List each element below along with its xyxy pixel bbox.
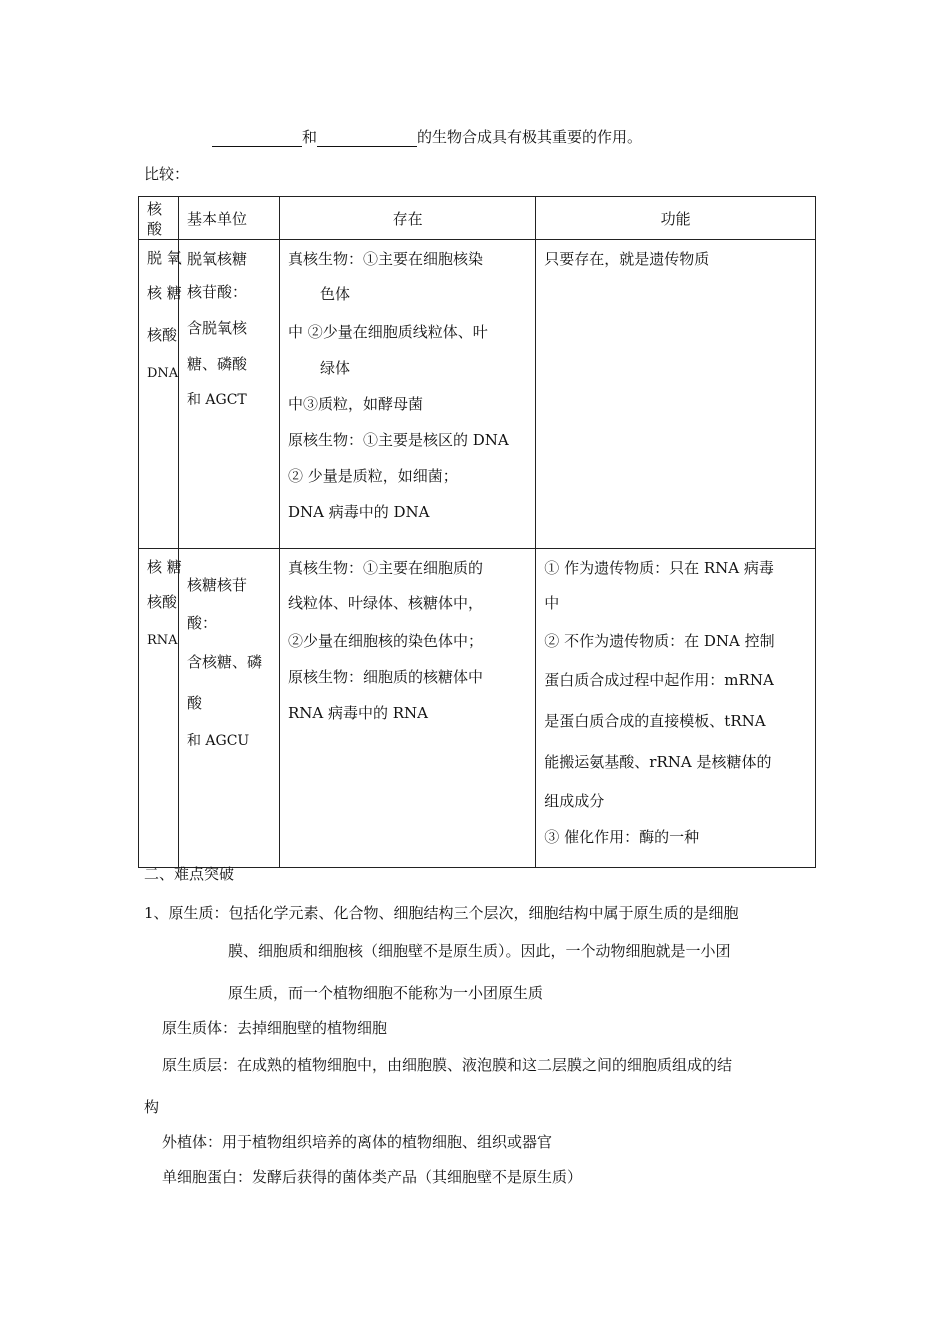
compare-label: 比较：: [144, 165, 190, 183]
rna-location-line: 真核生物：①主要在细胞质的: [287, 559, 483, 577]
blank-1[interactable]: [212, 130, 302, 147]
intro-conj: 和: [302, 128, 318, 146]
dna-location-line: 真核生物：①主要在细胞核染: [287, 250, 483, 268]
dna-unit-line: 和 AGCT: [186, 392, 247, 408]
rna-unit-line: 酸: [186, 694, 202, 712]
dna-function-line: 只要存在，就是遗传物质: [544, 250, 710, 268]
rna-unit-line: 和 AGCU: [186, 733, 250, 749]
rna-location-cell: [279, 549, 535, 868]
intro-tail: 的生物合成具有极其重要的作用。: [417, 128, 643, 146]
dna-location-line: 原核生物：①主要是核区的 DNA: [287, 431, 509, 449]
dna-location-cell: [279, 240, 535, 549]
rna-name-line: 核酸: [147, 593, 178, 611]
dna-name-line: 核 糖: [147, 284, 182, 302]
dna-unit-line: 脱氧核糖: [186, 250, 247, 268]
paragraph-single-cell-protein: 单细胞蛋白：发酵后获得的菌体类产品（其细胞壁不是原生质）: [162, 1168, 583, 1186]
header-function: 功能: [536, 197, 816, 240]
rna-function-cell: [536, 549, 816, 868]
rna-name-line: RNA: [147, 633, 178, 648]
dna-location-line: ② 少量是质粒，如细菌；: [287, 467, 458, 485]
dna-unit-line: 糖、磷酸: [186, 355, 247, 373]
rna-function-line: 组成成分: [544, 792, 605, 810]
table-row-dna: [139, 240, 816, 549]
dna-name-line: DNA: [147, 366, 179, 381]
rna-function-line: ② 不作为遗传物质：在 DNA 控制: [544, 632, 775, 650]
rna-unit-line: 含核糖、磷: [186, 653, 262, 671]
dna-location-line: 中③质粒，如酵母菌: [287, 395, 423, 413]
rna-function-line: ③ 催化作用：酶的一种: [544, 828, 700, 846]
intro-line: [212, 126, 642, 147]
paragraph-protoplasmic-layer-line: 构: [144, 1098, 160, 1116]
rna-function-line: 是蛋白质合成的直接模板、tRNA: [544, 712, 766, 730]
header-location: 存在: [279, 197, 535, 240]
rna-name-line: 核 糖: [147, 558, 182, 576]
dna-name-line: 核酸: [147, 326, 178, 344]
nucleic-acid-table: [138, 196, 816, 868]
rna-location-line: ②少量在细胞核的染色体中；: [287, 632, 483, 650]
rna-location-line: 线粒体、叶绿体、核糖体中，: [287, 594, 483, 612]
paragraph-explant: 外植体：用于植物组织培养的离体的植物细胞、组织或器官: [162, 1133, 553, 1151]
header-nucleic-acid: 核酸: [139, 197, 179, 240]
dna-unit-line: 核苷酸：: [186, 283, 247, 301]
rna-unit-line: 核糖核苷: [186, 576, 247, 594]
rna-function-line: 中: [544, 594, 560, 612]
header-basic-unit: 基本单位: [178, 197, 279, 240]
rna-unit-line: 酸：: [186, 614, 217, 632]
rna-function-line: 能搬运氨基酸、rRNA 是核糖体的: [544, 753, 772, 771]
rna-unit-cell: [178, 549, 279, 868]
dna-location-line: 色体: [319, 285, 350, 303]
blank-2[interactable]: [317, 130, 417, 147]
table-row-rna: [139, 549, 816, 868]
section-heading: 二、难点突破: [144, 865, 235, 883]
rna-location-line: 原核生物：细胞质的核糖体中: [287, 668, 483, 686]
rna-function-line: 蛋白质合成过程中起作用：mRNA: [544, 671, 774, 689]
paragraph-protoplasm-line: 1、原生质：包括化学元素、化合物、细胞结构三个层次，细胞结构中属于原生质的是细胞: [144, 904, 739, 922]
dna-name-cell: [139, 240, 182, 549]
dna-location-line: 绿体: [319, 359, 350, 377]
dna-unit-line: 含脱氧核: [186, 319, 247, 337]
paragraph-protoplasm-line: 膜、细胞质和细胞核（细胞壁不是原生质）。因此，一个动物细胞就是一小团: [228, 942, 731, 960]
dna-unit-cell: [178, 240, 279, 549]
paragraph-protoplast: 原生质体：去掉细胞壁的植物细胞: [162, 1019, 388, 1037]
rna-function-line: ① 作为遗传物质：只在 RNA 病毒: [544, 559, 774, 577]
paragraph-protoplasm-line: 原生质，而一个植物细胞不能称为一小团原生质: [228, 984, 544, 1002]
rna-location-line: RNA 病毒中的 RNA: [287, 704, 428, 722]
rna-name-cell: [139, 549, 182, 868]
dna-name-line: 脱 氧: [147, 249, 182, 267]
dna-location-line: 中 ②少量在细胞质线粒体、叶: [287, 323, 488, 341]
dna-location-line: DNA 病毒中的 DNA: [287, 503, 430, 521]
table-header-row: [139, 197, 816, 240]
paragraph-protoplasmic-layer-line: 原生质层：在成熟的植物细胞中，由细胞膜、液泡膜和这二层膜之间的细胞质组成的结: [162, 1056, 733, 1074]
dna-function-cell: [536, 240, 816, 549]
